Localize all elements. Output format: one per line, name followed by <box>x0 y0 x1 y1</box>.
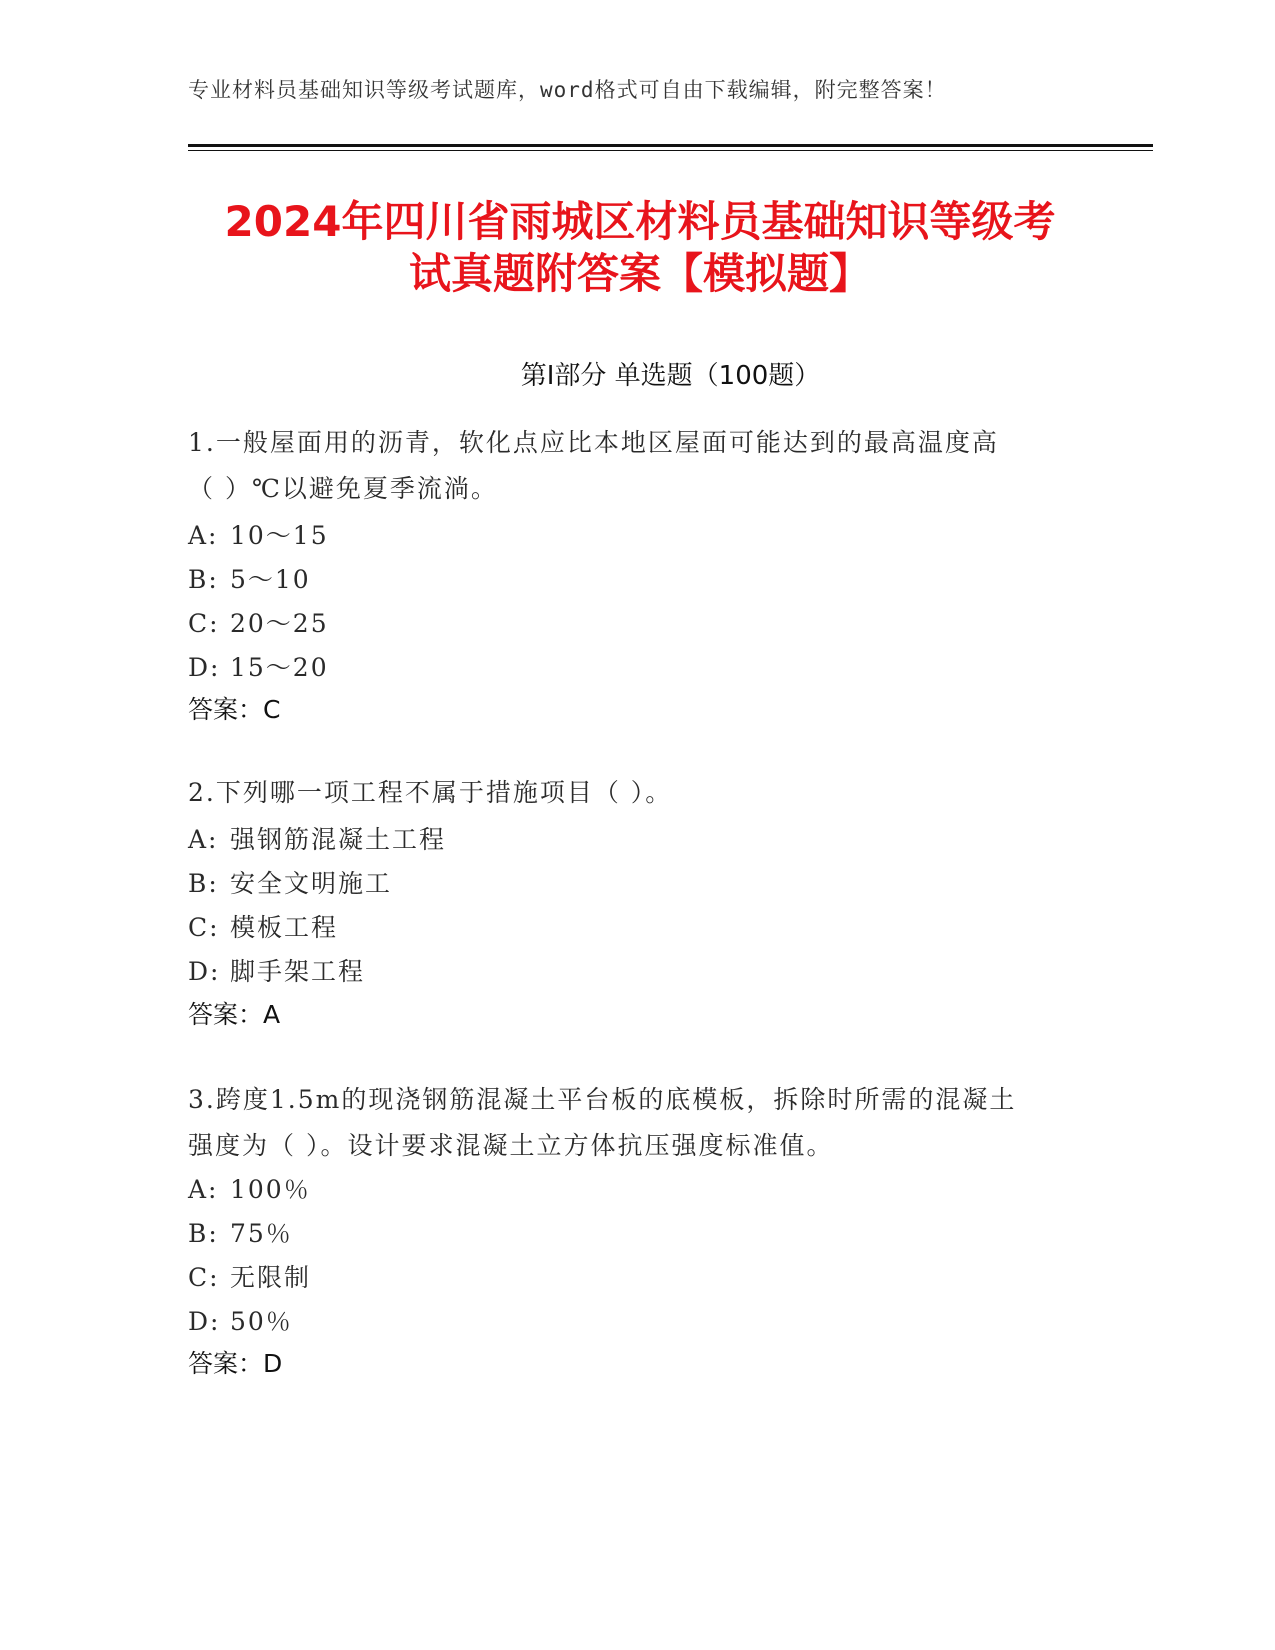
question-2-option-a: A: 强钢筋混凝土工程 <box>188 825 447 854</box>
question-2-answer: 答案：A <box>188 1000 281 1029</box>
question-3-option-b: B: 75％ <box>188 1219 293 1248</box>
question-1-stem-line-2: （ ）℃以避免夏季流淌。 <box>188 474 498 503</box>
question-3-answer: 答案：D <box>188 1349 283 1378</box>
question-1-stem-line-1: 1.一般屋面用的沥青，软化点应比本地区屋面可能达到的最高温度高 <box>188 428 999 457</box>
question-2-option-d: D: 脚手架工程 <box>188 957 366 986</box>
question-3-stem-line-2: 强度为（ ）。设计要求混凝土立方体抗压强度标准值。 <box>188 1131 834 1160</box>
question-3-stem <box>188 1077 1016 1169</box>
question-1-option-a: A: 10～15 <box>188 521 329 550</box>
document-title-line-2: 试真题附答案【模拟题】 <box>408 249 871 298</box>
header-rule-thin <box>188 150 1153 151</box>
question-1-stem <box>188 420 999 512</box>
question-2-stem <box>188 770 672 816</box>
section-title: 第Ⅰ部分 单选题（100题） <box>520 361 821 391</box>
header-note: 专业材料员基础知识等级考试题库，word格式可自由下载编辑，附完整答案！ <box>188 78 947 102</box>
question-1-answer: 答案：C <box>188 695 281 724</box>
header-rule-thick <box>188 144 1153 147</box>
question-2-stem-line-1: 2.下列哪一项工程不属于措施项目（ ）。 <box>188 778 673 807</box>
question-3-option-a: A: 100％ <box>188 1175 311 1204</box>
question-1-option-c: C: 20～25 <box>188 609 329 638</box>
question-1-option-d: D: 15～20 <box>188 653 329 682</box>
question-3-option-c: C: 无限制 <box>188 1263 312 1292</box>
question-3-stem-line-1: 3.跨度1.5m的现浇钢筋混凝土平台板的底模板，拆除时所需的混凝土 <box>188 1085 1017 1114</box>
document-title <box>160 196 1120 300</box>
question-3-option-d: D: 50％ <box>188 1307 293 1336</box>
question-1-option-b: B: 5～10 <box>188 565 311 594</box>
question-2-option-c: C: 模板工程 <box>188 913 339 942</box>
document-title-line-1: 2024年四川省雨城区材料员基础知识等级考 <box>224 197 1056 246</box>
question-2-option-b: B: 安全文明施工 <box>188 869 393 898</box>
